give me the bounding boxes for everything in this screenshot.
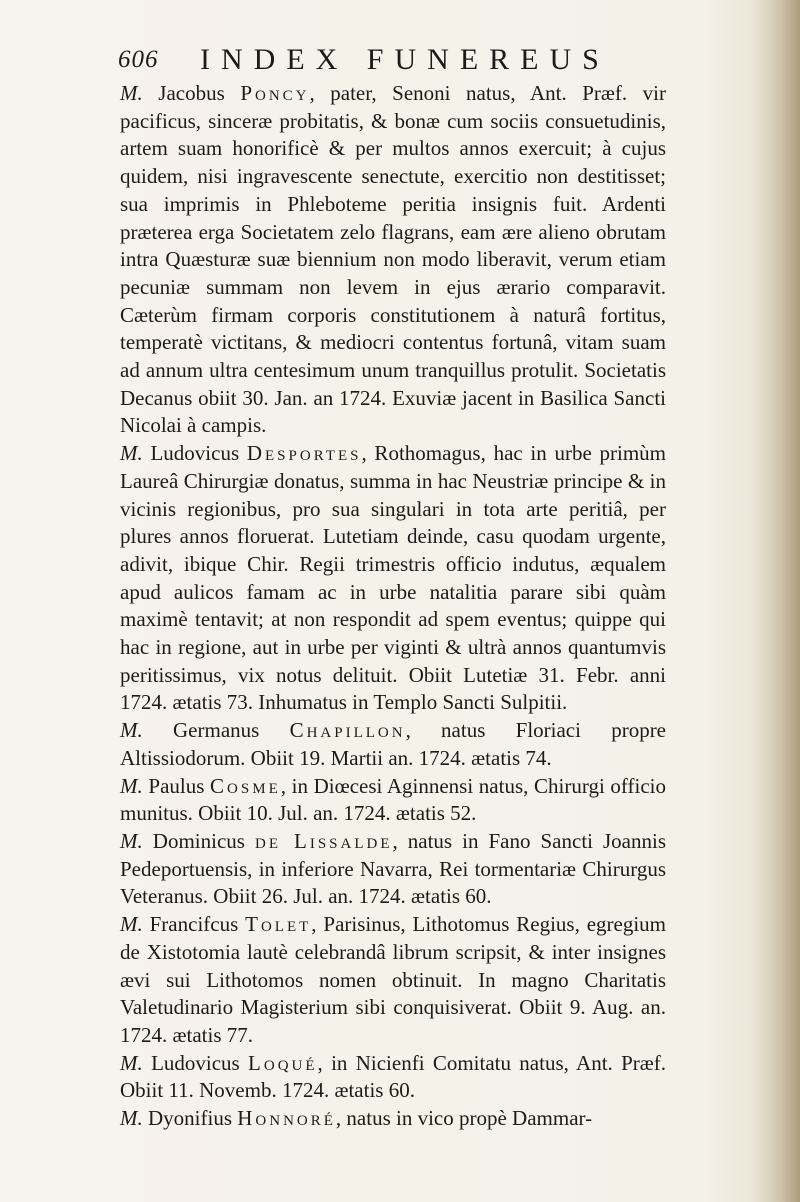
obituary-index-text <box>120 80 666 1133</box>
obituary-entry <box>120 440 666 717</box>
entry-title-marker: M. <box>120 1106 143 1131</box>
entry-surname: Poncy <box>240 81 310 105</box>
entry-given-name: Jacobus <box>158 81 225 105</box>
obituary-entry <box>120 773 666 828</box>
entry-surname: de Lissalde <box>254 828 393 853</box>
obituary-entry <box>120 80 666 440</box>
entry-surname: Desportes <box>246 441 362 466</box>
entry-surname: Tolet <box>245 912 312 937</box>
page-header <box>118 43 718 77</box>
obituary-entry <box>120 911 666 1050</box>
entry-title-marker: M. <box>120 81 143 105</box>
entry-title-marker: M. <box>120 828 143 853</box>
entry-surname: Honnoré <box>237 1106 336 1131</box>
entry-given-name: Francifcus <box>149 912 239 937</box>
entry-title-marker: M. <box>120 912 143 937</box>
entry-given-name: Ludovicus <box>151 1050 240 1075</box>
obituary-entry <box>120 1050 666 1105</box>
obituary-entry <box>120 828 666 911</box>
page-edge-shadow <box>752 0 800 1202</box>
entry-given-name: Germanus <box>173 718 260 743</box>
entry-text: , pater, Senoni natus, Ant. Præf. vir pacificus, sinceræ probitatis, & bonæ cum sociis consuetudinis, artem suam honorificè & per multos annos exercuit; à cujus quidem, nisi ingravescente senectute, exercitio non destitisset; sua imprimis in Phleboteme peritia insignis fuit. Ardenti præterea erga Societatem zelo flagrans, eam ære alieno obrutam intra Quæsturæ suæ biennium non modo liberavit, verum etiam pecuniæ summam non levem in ejus ærario comparavit. Cæterùm firmam corporis constitutionem à naturâ fortitus, temperatè victitans, & mediocri contentus fortunâ, vitam suam ad annum ultra centesimum unum tranquillus protulit. Societatis Decanus obiit 30. Jan. an 1724. Exuviæ jacent in Basilica Sancti Nicolai à campis. <box>120 81 667 438</box>
entry-given-name: Dominicus <box>152 828 245 853</box>
entry-title-marker: M. <box>120 441 143 466</box>
entry-surname: Loqué <box>248 1050 318 1075</box>
entry-title-marker: M. <box>120 773 143 798</box>
obituary-entry <box>120 717 666 772</box>
entry-text: , natus Floriaci propre Altissiodorum. Obiit 19. Martii an. 1724. ætatis 74. <box>120 718 667 770</box>
obituary-entry <box>120 1105 666 1133</box>
entry-text: , Parisinus, Lithotomus Regius, egregium de Xistotomia lautè celebrandâ librum scripsit, & inter insignes ævi sui Lithotomos nomen obtinuit. In magno Charitatis Valetudinario Magisterium sibi conquisiverat. Obiit 9. Aug. an. 1724. ætatis 77. <box>120 912 667 1047</box>
entry-given-name: Ludovicus <box>150 441 240 466</box>
entry-surname: Chapillon <box>289 718 406 743</box>
page-number: 606 <box>118 46 159 73</box>
entry-given-name: Dyonifius <box>148 1106 232 1131</box>
entry-given-name: Paulus <box>148 773 205 798</box>
running-title: INDEX FUNEREUS <box>200 43 610 76</box>
entry-text: , natus in vico propè Dammar- <box>335 1106 593 1131</box>
entry-text: , in Diœcesi Aginnensi natus, Chirurgi officio munitus. Obiit 10. Jul. an. 1724. ætatis 52. <box>120 773 667 826</box>
entry-text: , natus in Fano Sancti Joannis Pedeportuensis, in inferiore Navarra, Rei tormentariæ Chirurgus Veteranus. Obiit 26. Jul. an. 1724. ætatis 60. <box>120 828 667 909</box>
entry-text: , Rothomagus, hac in urbe primùm Laureâ Chirurgiæ donatus, summa in hac Neustriæ principe & in vicinis regionibus, pro sua singulari in tota arte peritiâ, per plures annos floruerat. Lutetiam deinde, casu quodam urgente, adivit, ibique Chir. Regii trimestris officio indutus, æqualem apud aulicos famam ac in urbe natalitia parare sibi quàm maximè tentavit; at non respondit ad spem eventus; quippe qui hac in regione, aut in urbe per viginti & ultrà annos quantumvis peritissimus, vix notus delituit. Obiit Lutetiæ 31. Febr. anni 1724. ætatis 73. Inhumatus in Templo Sancti Sulpitii. <box>120 441 666 715</box>
entry-surname: Cosme <box>210 773 281 798</box>
entry-text: , in Nicienfi Comitatu natus, Ant. Præf. Obiit 11. Novemb. 1724. ætatis 60. <box>120 1050 667 1103</box>
entry-title-marker: M. <box>120 718 143 743</box>
entry-title-marker: M. <box>120 1050 143 1075</box>
